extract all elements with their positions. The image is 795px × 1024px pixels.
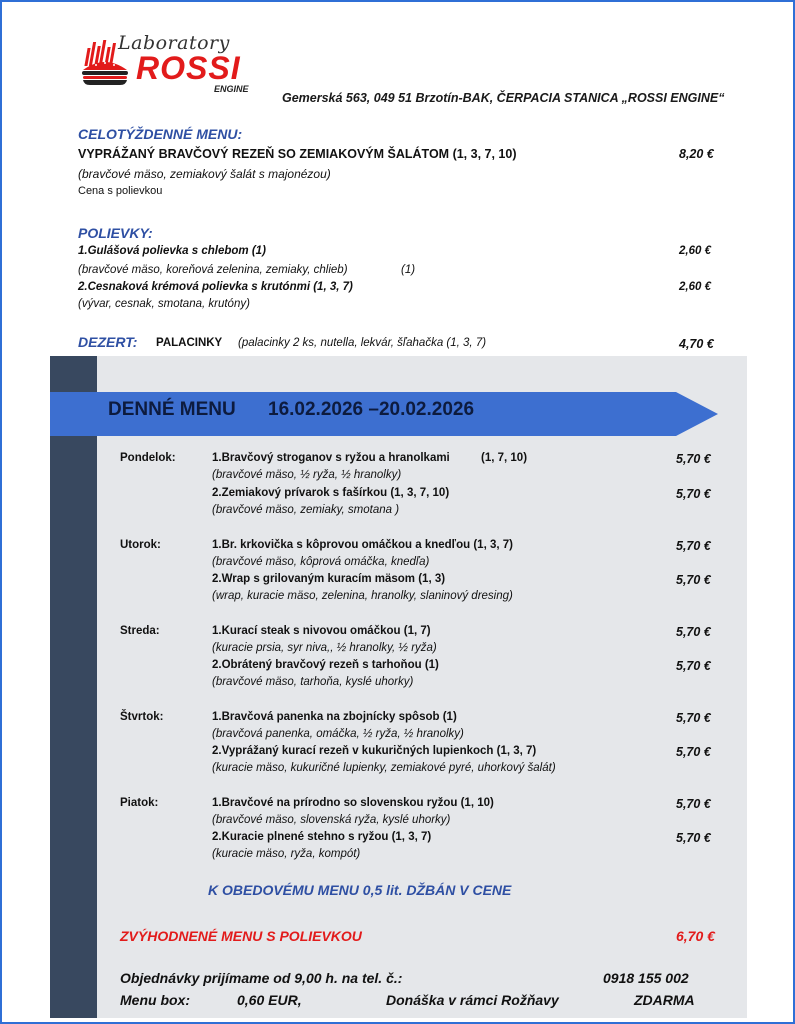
orders-text: Objednávky prijímame od 9,00 h. na tel. č.: — [120, 970, 403, 986]
wednesday-item-2-name: 2.Obrátený bravčový rezeň s tarhoňou (1) — [212, 659, 439, 671]
soup-1-desc: (bravčové mäso, koreňová zelenina, zemiaky, chlieb) — [78, 264, 348, 276]
thursday-item-2-desc: (kuracie mäso, kukuričné lupienky, zemiakové pyré, uhorkový šalát) — [212, 762, 556, 774]
friday-item-1-desc: (bravčové mäso, slovenská ryža, kyslé uhorky) — [212, 814, 451, 826]
promo-label: ZVÝHODNENÉ MENU S POLIEVKOU — [120, 928, 362, 944]
wednesday-item-1-name: 1.Kurací steak s nivovou omáčkou (1, 7) — [212, 625, 431, 637]
monday-item-1-desc: (bravčové mäso, ½ ryža, ½ hranolky) — [212, 469, 402, 481]
soup-1-price: 2,60 € — [679, 245, 711, 257]
tuesday-item-2-price: 5,70 € — [676, 573, 711, 587]
logo-script-text: Laboratory — [118, 32, 230, 54]
delivery-value: ZDARMA — [634, 992, 695, 1008]
jug-note: K OBEDOVÉMU MENU 0,5 lit. DŽBÁN V CENE — [208, 882, 512, 898]
wednesday-item-1-price: 5,70 € — [676, 625, 711, 639]
tuesday-item-1-desc: (bravčové mäso, kôprová omáčka, knedľa) — [212, 556, 430, 568]
weekly-item-price: 8,20 € — [679, 147, 714, 161]
thursday-item-1-desc: (bravčová panenka, omáčka, ½ ryža, ½ hranolky) — [212, 728, 464, 740]
monday-item-1-name: 1.Bravčový stroganov s ryžou a hranolkami — [212, 452, 450, 464]
daily-menu-dates: 16.02.2026 –20.02.2026 — [268, 399, 475, 420]
day-label-wednesday: Streda: — [120, 625, 160, 637]
day-label-friday: Piatok: — [120, 797, 159, 809]
monday-item-2-name: 2.Zemiakový prívarok s fašírkou (1, 3, 7, 10) — [212, 487, 450, 499]
thursday-item-1-name: 1.Bravčová panenka na zbojnícky spôsob (1) — [212, 711, 457, 723]
daily-menu-side-bar — [50, 356, 97, 1018]
logo-brand-text: ROSSI — [136, 50, 241, 86]
day-label-monday: Pondelok: — [120, 452, 176, 464]
monday-item-2-desc: (bravčové mäso, zemiaky, smotana ) — [212, 504, 400, 516]
wednesday-item-2-price: 5,70 € — [676, 659, 711, 673]
promo-price: 6,70 € — [676, 928, 715, 944]
wednesday-item-1-desc: (kuracie prsia, syr niva,, ½ hranolky, ½ ryža) — [212, 642, 437, 654]
soup-2-desc: (vývar, cesnak, smotana, krutóny) — [78, 298, 250, 310]
dessert-label: DEZERT: — [78, 334, 138, 350]
friday-item-1-price: 5,70 € — [676, 797, 711, 811]
day-label-thursday: Štvrtok: — [120, 711, 164, 723]
soup-1-extra: (1) — [401, 264, 416, 276]
thursday-item-1-price: 5,70 € — [676, 711, 711, 725]
soup-2-price: 2,60 € — [679, 281, 711, 293]
weekly-menu-heading: CELOTÝŽDENNÉ MENU: — [78, 126, 243, 142]
tuesday-item-2-desc: (wrap, kuracie mäso, zelenina, hranolky, slaninový dresing) — [212, 590, 513, 602]
thursday-item-2-name: 2.Vyprážaný kurací rezeň v kukuričných lupienkoch (1, 3, 7) — [212, 745, 537, 757]
friday-item-2-desc: (kuracie mäso, ryža, kompót) — [212, 848, 361, 860]
menu-box-label: Menu box: — [120, 992, 190, 1008]
weekly-item-note: Cena s polievkou — [78, 185, 163, 197]
soup-1-name: 1.Gulášová polievka s chlebom (1) — [78, 245, 266, 257]
dessert-price: 4,70 € — [679, 337, 714, 351]
monday-item-1-allergens: (1, 7, 10) — [481, 452, 528, 464]
logo-tagline: ENGINE — [214, 84, 249, 94]
soups-heading: POLIEVKY: — [78, 225, 153, 241]
weekly-item-desc: (bravčové mäso, zemiakový šalát s majonézou) — [78, 167, 331, 181]
dessert-name: PALACINKY — [156, 337, 223, 349]
soup-2-name: 2.Cesnaková krémová polievka s krutónmi (1, 3, 7) — [78, 281, 353, 293]
menu-box-price: 0,60 EUR, — [237, 992, 302, 1008]
monday-item-1-price: 5,70 € — [676, 452, 711, 466]
weekly-item-name: VYPRÁŽANÝ BRAVČOVÝ REZEŇ SO ZEMIAKOVÝM ŠALÁTOM (1, 3, 7, 10) — [78, 147, 517, 161]
delivery-label: Donáška v rámci Rožňavy — [386, 992, 559, 1008]
wednesday-item-2-desc: (bravčové mäso, tarhoňa, kyslé uhorky) — [212, 676, 414, 688]
phone-number: 0918 155 002 — [603, 970, 689, 986]
day-label-tuesday: Utorok: — [120, 539, 161, 551]
tuesday-item-1-price: 5,70 € — [676, 539, 711, 553]
address-line: Gemerská 563, 049 51 Brzotín-BAK, ČERPACIA STANICA „ROSSI ENGINE“ — [282, 91, 725, 105]
friday-item-1-name: 1.Bravčové na prírodno so slovenskou ryžou (1, 10) — [212, 797, 494, 809]
tuesday-item-2-name: 2.Wrap s grilovaným kuracím mäsom (1, 3) — [212, 573, 446, 585]
tuesday-item-1-name: 1.Br. krkovička s kôprovou omáčkou a knedľou (1, 3, 7) — [212, 539, 513, 551]
thursday-item-2-price: 5,70 € — [676, 745, 711, 759]
daily-menu-title: DENNÉ MENU — [108, 399, 236, 420]
friday-item-2-name: 2.Kuracie plnené stehno s ryžou (1, 3, 7) — [212, 831, 432, 843]
dessert-desc: (palacinky 2 ks, nutella, lekvár, šľahačka (1, 3, 7) — [238, 337, 487, 349]
friday-item-2-price: 5,70 € — [676, 831, 711, 845]
monday-item-2-price: 5,70 € — [676, 487, 711, 501]
logo-burger-icon — [80, 58, 130, 86]
